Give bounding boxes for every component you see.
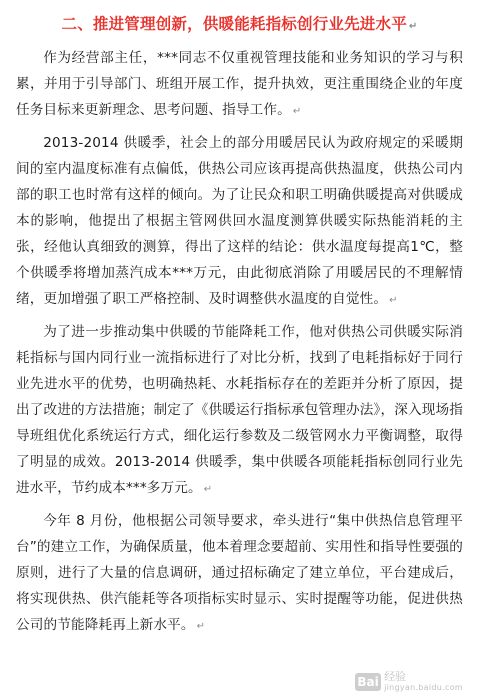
body-paragraph-3-text: 为了进一步推动集中供暖的节能降耗工作，他对供热公司供暖实际消耗指标与国内同行业一流指标进行了对比分析，找到了电耗指标好于同行业先进水平的优势，也明确热耗、水耗指标存在的差距并分析了原因，提出了改进的方法措施；制定了《供暖运行指标承包管理办法》，深入现场指导班组优化系统运行方式，细化运行参数及二级管网水力平衡调整，取得了明显的成效。2013-2014 供暖季，集中供暖各项能耗指标创同行业先进水平，节约成本***多万元。 — [16, 324, 463, 496]
paragraph-mark-icon: ↵ — [408, 21, 418, 32]
body-paragraph-2 — [16, 130, 463, 314]
baidu-logo-icon: Bai — [355, 673, 381, 691]
body-paragraph-1-text: 作为经营部主任，***同志不仅重视管理技能和业务知识的学习与积累，并用于引导部门、班组开展工作，提升执效，更注重围绕企业的年度任务目标来更新理念、思考问题、指导工作。 — [16, 50, 463, 118]
body-paragraph-2-text: 2013-2014 供暖季，社会上的部分用暖居民认为政府规定的采暖期间的室内温度标准有点偏低，供热公司应该再提高供热温度，供热公司内部的职工也时常有这样的倾向。为了让民众和职工明确供暖提高对供暖成本的影响，他提出了根据主管网供回水温度测算供暖实际热能消耗的主张，经他认真细致的测算，得出了这样的结论：供水温度每提高1℃，整个供暖季将增加蒸汽成本***万元，由此彻底消除了用暖居民的不理解情绪，更加增强了职工严格控制、及时调整供水温度的自觉性。 — [16, 135, 463, 307]
paragraph-mark-icon: ↵ — [389, 295, 398, 306]
baidu-jingyan-watermark — [355, 671, 463, 693]
body-paragraph-4-text: 今年 8 月份，他根据公司领导要求，牵头进行“集中供热信息管理平台”的建立工作，为确保质量，他本着理念要超前、实用性和指导性要强的原则，进行了大量的信息调研，通过招标确定了建立单位，平台建成后，将实现供热、供汽能耗等各项指标实时显示、实时提醒等功能，促进供热公司的节能降耗再上新水平。 — [16, 513, 463, 633]
paragraph-mark-icon: ↵ — [203, 484, 213, 495]
watermark-text-block — [384, 671, 463, 693]
body-paragraph-3 — [16, 319, 463, 503]
body-paragraph-4 — [16, 508, 463, 640]
paragraph-mark-icon: ↵ — [196, 621, 206, 632]
watermark-subtext: jingyan.baidu.com — [384, 683, 463, 692]
watermark-text: 经验 — [384, 670, 407, 683]
paragraph-mark-icon: ↵ — [292, 106, 302, 117]
section-heading — [16, 12, 463, 39]
body-paragraph-1 — [16, 45, 463, 125]
section-heading-text: 二、推进管理创新，供暖能耗指标创行业先进水平 — [61, 15, 407, 33]
